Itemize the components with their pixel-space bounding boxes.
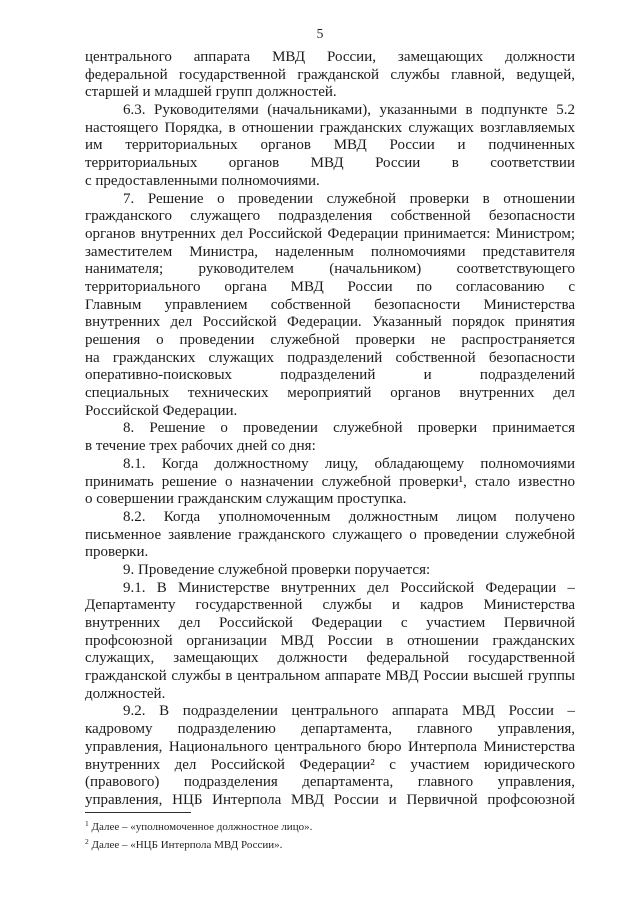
paragraph xyxy=(85,456,575,509)
text-line: на гражданских служащих подразделений собственной безопасности xyxy=(85,349,575,366)
text-line: 8.1. Когда должностному лицу, обладающему полномочиями xyxy=(123,455,575,472)
text-line: заместителем Министра, наделенным полномочиями представителя xyxy=(85,243,575,260)
paragraph xyxy=(85,509,575,562)
text-line: специальных технических мероприятий органов внутренних дел xyxy=(85,385,575,402)
text-line: письменное заявление гражданского служащего о проведении служебной xyxy=(85,526,575,543)
text-line: Главным управлением собственной безопасности Министерства xyxy=(85,296,575,313)
paragraph xyxy=(85,102,575,190)
text-line: проверки. xyxy=(85,544,149,561)
text-line: настоящего Порядка, в отношении гражданских служащих возглавляемых xyxy=(85,119,575,136)
document-body xyxy=(85,49,575,810)
footnotes xyxy=(85,817,575,852)
text-line: 9.2. В подразделении центрального аппарата МВД России – xyxy=(123,703,575,720)
page-number: 5 xyxy=(316,26,324,41)
text-line: им территориальных органов МВД России и подчиненных xyxy=(85,137,575,154)
text-line: 7. Решение о проведении служебной проверки в отношении xyxy=(123,190,575,207)
text-line: управления, Национального центрального бюро Интерпола Министерства xyxy=(85,738,575,755)
text-line: старшей и младшей групп должностей. xyxy=(85,84,337,101)
text-line: о совершении гражданским служащим проступка. xyxy=(85,491,407,508)
text-line: центрального аппарата МВД России, замещающих должности xyxy=(85,49,575,65)
text-line: с предоставленными полномочиями. xyxy=(85,172,320,189)
footnote xyxy=(85,817,575,835)
text-line: федеральной государственной гражданской службы главной, ведущей, xyxy=(85,66,575,83)
footnote-text: Далее – «НЦБ Интерпола МВД России». xyxy=(88,838,283,851)
text-line: нанимателя; руководителем (начальником) соответствующего xyxy=(85,261,575,278)
text-line: служащих, замещающих должности федеральной государственной xyxy=(85,650,575,667)
text-line: Департаменту государственной службы и кадров Министерства xyxy=(85,597,575,614)
paragraph xyxy=(85,562,575,580)
text-line: территориального органа МВД России по согласованию с xyxy=(85,278,575,295)
text-line: профсоюзной организации МВД России в отношении гражданских xyxy=(85,632,575,649)
text-line: органов внутренних дел Российской Федерации принимается: Министром; xyxy=(85,225,575,242)
paragraph xyxy=(85,580,575,704)
paragraph xyxy=(85,191,575,421)
text-line: 6.3. Руководителями (начальниками), указанными в подпункте 5.2 xyxy=(123,102,575,119)
text-line: 9.1. В Министерстве внутренних дел Российской Федерации – xyxy=(123,579,575,596)
footnote-area xyxy=(85,812,575,852)
text-line: 8. Решение о проведении служебной проверки принимается xyxy=(123,420,575,437)
text-line: должностей. xyxy=(85,685,166,702)
text-line: (правового) подразделения департамента, главного управления, xyxy=(85,774,575,791)
footnote-marker: 1 xyxy=(85,819,89,828)
text-line: внутренних дел Российской Федерации с участием Первичной xyxy=(85,615,575,631)
text-line: в течение трех рабочих дней со дня: xyxy=(85,438,316,455)
footnote-marker: 2 xyxy=(85,836,89,846)
text-line: внутренних дел Российской Федерации² с участием юридического xyxy=(85,756,575,773)
text-line: 9. Проведение служебной проверки поручается: xyxy=(123,561,431,578)
text-line: Российской Федерации. xyxy=(85,402,238,419)
text-line: 8.2. Когда уполномоченным должностным лицом получено xyxy=(123,508,575,525)
text-line: гражданской службы в центральном аппарате МВД России высшей группы xyxy=(85,668,575,685)
paragraph xyxy=(85,49,575,102)
text-line: принимать решение о назначении служебной проверки¹, стало известно xyxy=(85,473,575,490)
text-line: решения о проведении служебной проверки не распространяется xyxy=(85,332,575,348)
footnote xyxy=(85,835,575,853)
text-line: территориальных органов МВД России в соответствии xyxy=(85,155,575,172)
paragraph xyxy=(85,703,575,809)
text-line: управления, НЦБ Интерпола МВД России и Первичной профсоюзной xyxy=(85,791,575,808)
text-line: кадровому подразделению департамента, главного управления, xyxy=(85,721,575,738)
footnote-divider xyxy=(85,812,191,813)
text-line: гражданского служащего подразделения собственной безопасности xyxy=(85,208,575,225)
text-line: оперативно-поисковых подразделений и подразделений xyxy=(85,367,575,384)
text-line: внутренних дел Российской Федерации. Указанный порядок принятия xyxy=(85,314,575,331)
paragraph xyxy=(85,420,575,455)
footnote-text: Далее – «уполномоченное должностное лицо». xyxy=(88,821,313,833)
